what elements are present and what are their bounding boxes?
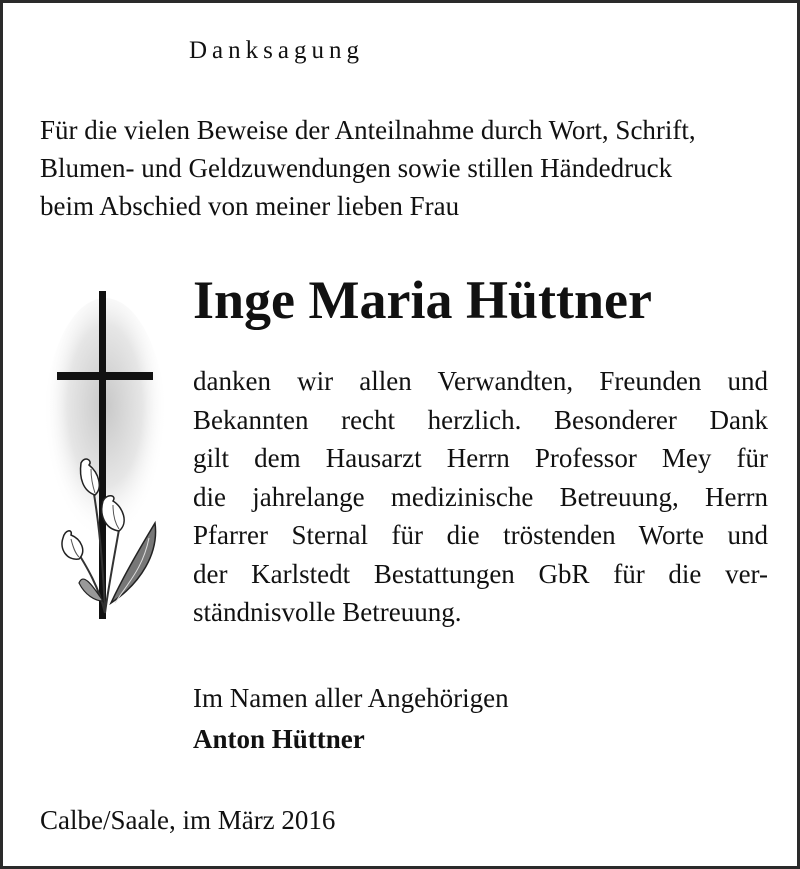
body-line: danken wir allen Verwandten, Freunden und — [193, 366, 768, 396]
cross-with-calla-lilies-icon — [33, 283, 178, 623]
notice-heading: Danksagung — [189, 37, 364, 64]
intro-line: Blumen- und Geldzuwendungen sowie stillen Händedruck — [40, 153, 673, 183]
body-line: die jahrelange medizinische Betreuung, Herrn — [193, 481, 768, 512]
intro-text — [40, 111, 780, 225]
deceased-name: Inge Maria Hüttner — [193, 270, 652, 330]
body-line: Pfarrer Sternal für die tröstenden Worte und — [193, 520, 768, 550]
body-line: gilt dem Hausarzt Herrn Professor Mey für — [193, 443, 768, 473]
body-line: der Karlstedt Bestattungen GbR für die ver- — [193, 558, 768, 589]
body-line: ständnisvolle Betreuung. — [193, 597, 462, 627]
on-behalf-text: Im Namen aller Angehörigen — [193, 683, 509, 713]
intro-line: beim Abschied von meiner lieben Frau — [40, 191, 460, 221]
place-date: Calbe/Saale, im März 2016 — [40, 805, 336, 835]
body-line: Bekannten recht herzlich. Besonderer Dank — [193, 404, 768, 435]
body-text — [193, 362, 768, 632]
signer-name: Anton Hüttner — [193, 724, 365, 754]
intro-line: Für die vielen Beweise der Anteilnahme durch Wort, Schrift, — [40, 115, 696, 145]
